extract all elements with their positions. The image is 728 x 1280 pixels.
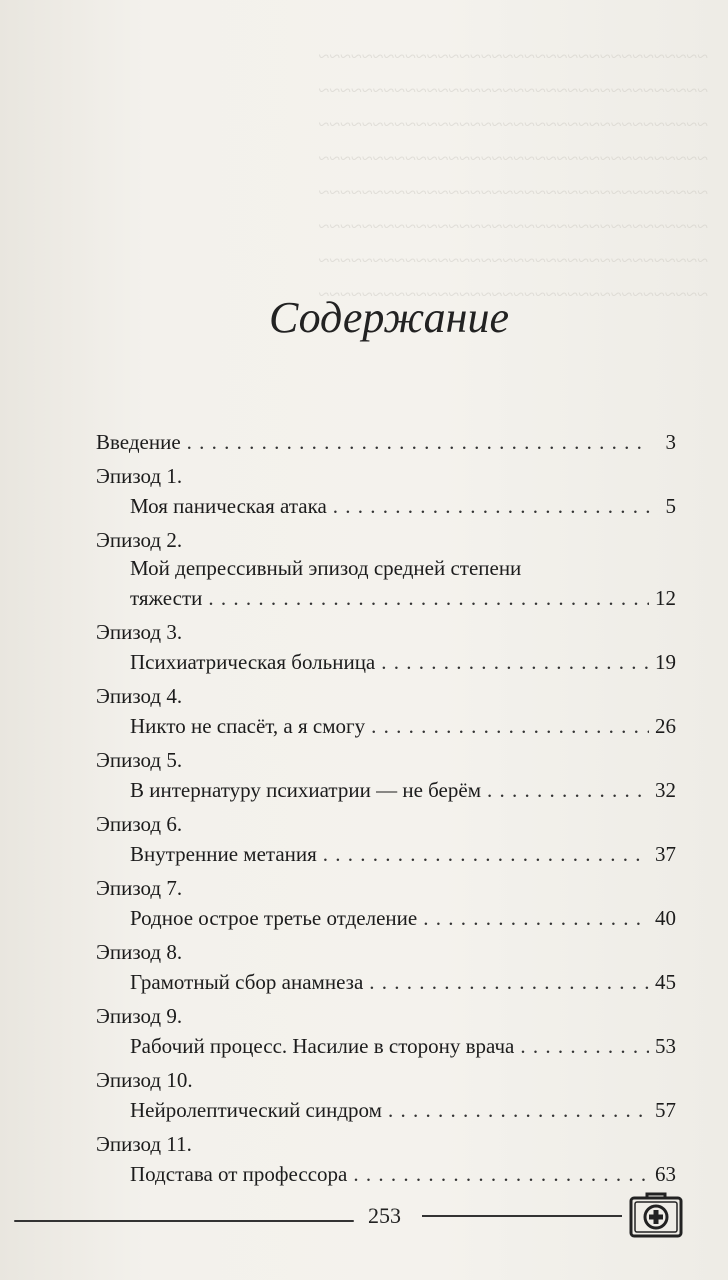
dot-leader	[333, 490, 650, 522]
dot-leader	[423, 902, 649, 934]
toc-entry-title: Грамотный сбор анамнеза	[130, 970, 364, 994]
show-through-text: ~~~~~~~~~~~~~~~~~~~~~~~~~~~~~~~~~~~~ ~~~~~~~~~~~~~~~~~~~~~~~~~~~~~~~~~~~~ ~~~~~~~~~~~~~~~~~~~~~~~~~~~~~~~~~~~~ ~~~~~~~~~~~~~~~~~~~~~~~~~~~~~~~~~~~~ ~~~~~~~~~~~~~~~~~~~~~~~~~~~~~~~~~~~~ ~~~~~~~~~~~~~~~~~~~~~~~~~~~~~~~~~~~~ ~~~~~~~~~~~~~~~~~~~~~~~~~~~~~~~~~~~~ ~~~~~~~~~~~~~~~~~~~~~~~~~~~~~~~~~~~~	[318, 46, 708, 306]
page-title: Содержание	[268, 293, 509, 342]
toc-entry-episode-11[interactable]	[96, 1130, 676, 1190]
episode-heading: Эпизод 11.	[96, 1132, 192, 1156]
dot-leader	[369, 966, 649, 998]
toc-entry-title: Введение	[96, 430, 181, 454]
toc-page-number: 45	[655, 970, 676, 994]
toc-page-number: 3	[665, 430, 676, 454]
footer-rule-right	[422, 1215, 622, 1217]
toc-page-number: 19	[655, 650, 676, 674]
toc-page-number: 5	[665, 494, 676, 518]
first-aid-kit-icon	[628, 1190, 684, 1240]
dot-leader	[487, 774, 649, 806]
toc-entry-episode-6[interactable]	[96, 810, 676, 870]
toc-entry-title: Никто не спасёт, а я смогу	[130, 714, 366, 738]
dot-leader	[187, 426, 650, 458]
toc-entry-introduction[interactable]	[96, 426, 676, 458]
toc-entry-episode-10[interactable]	[96, 1066, 676, 1126]
toc-entry-title: В интернатуру психиатрии — не берём	[130, 778, 481, 802]
toc-entry-episode-9[interactable]	[96, 1002, 676, 1062]
page-footer	[0, 1190, 728, 1250]
toc-entry-title: Нейролептический синдром	[130, 1098, 382, 1122]
footer-rule-left	[14, 1220, 354, 1222]
toc-entry-title: Родное острое третье отделение	[130, 906, 418, 930]
toc-page-number: 26	[655, 714, 676, 738]
toc-page-number: 32	[655, 778, 676, 802]
episode-heading: Эпизод 6.	[96, 812, 183, 836]
dot-leader	[208, 582, 649, 614]
toc-entry-title: Рабочий процесс. Насилие в сторону врача	[130, 1034, 515, 1058]
dot-leader	[381, 646, 649, 678]
episode-heading: Эпизод 8.	[96, 940, 183, 964]
toc-entry-title: Психиатрическая больница	[130, 650, 376, 674]
toc-page-number: 57	[655, 1098, 676, 1122]
dot-leader	[353, 1158, 649, 1190]
dot-leader	[388, 1094, 649, 1126]
toc-page-number: 63	[655, 1162, 676, 1186]
episode-heading: Эпизод 2.	[96, 528, 183, 552]
episode-heading: Эпизод 5.	[96, 748, 183, 772]
page-number: 253	[368, 1203, 401, 1228]
episode-heading: Эпизод 9.	[96, 1004, 183, 1028]
toc-entry-title: Подстава от профессора	[130, 1162, 348, 1186]
table-of-contents	[96, 426, 676, 1190]
toc-entry-episode-8[interactable]	[96, 938, 676, 998]
toc-page-number: 40	[655, 906, 676, 930]
dot-leader	[371, 710, 649, 742]
dot-leader	[520, 1030, 649, 1062]
toc-entry-episode-7[interactable]	[96, 874, 676, 934]
episode-heading: Эпизод 1.	[96, 464, 183, 488]
toc-entry-episode-2[interactable]	[96, 526, 676, 614]
toc-page-number: 12	[655, 586, 676, 610]
toc-page-number: 37	[655, 842, 676, 866]
toc-page-number: 53	[655, 1034, 676, 1058]
toc-entry-title-line1: Мой депрессивный эпизод средней степени	[130, 556, 522, 580]
episode-heading: Эпизод 7.	[96, 876, 183, 900]
toc-entry-episode-3[interactable]	[96, 618, 676, 678]
dot-leader	[323, 838, 649, 870]
episode-heading: Эпизод 3.	[96, 620, 183, 644]
toc-entry-title: Внутренние метания	[130, 842, 317, 866]
toc-entry-title: тяжести	[130, 586, 203, 610]
toc-entry-title: Моя паническая атака	[130, 494, 327, 518]
toc-entry-episode-4[interactable]	[96, 682, 676, 742]
toc-entry-episode-1[interactable]	[96, 462, 676, 522]
toc-entry-episode-5[interactable]	[96, 746, 676, 806]
episode-heading: Эпизод 10.	[96, 1068, 193, 1092]
episode-heading: Эпизод 4.	[96, 684, 183, 708]
